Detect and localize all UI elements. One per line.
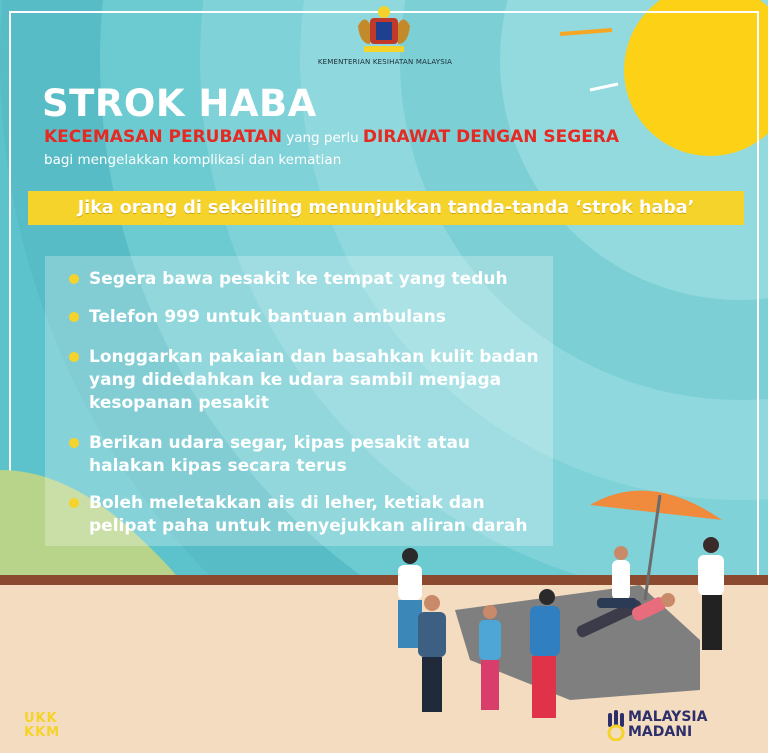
bullet-icon bbox=[69, 352, 79, 362]
subtitle bbox=[44, 126, 644, 171]
bullet-icon bbox=[69, 498, 79, 508]
subtitle-text: bagi mengelakkan komplikasi dan kematian bbox=[44, 152, 342, 168]
malaysia-madani-logo bbox=[628, 710, 707, 740]
subtitle-text: yang perlu bbox=[281, 130, 363, 146]
subtitle-emphasis: DIRAWAT DENGAN SEGERA bbox=[362, 127, 620, 147]
ukk-kkm-logo bbox=[24, 712, 60, 740]
bullet-icon bbox=[69, 274, 79, 284]
list-item-text: Longgarkan pakaian dan basahkan kulit badan yang didedahkan ke udara sambil menjaga kesopanan pesakit bbox=[89, 347, 539, 413]
logo-line: MALAYSIA bbox=[628, 709, 708, 725]
bullet-icon bbox=[69, 312, 79, 322]
bystander-figure bbox=[530, 589, 560, 718]
list-item-text: Segera bawa pesakit ke tempat yang teduh bbox=[89, 269, 508, 289]
bystander-figure bbox=[418, 595, 446, 712]
madani-hand-icon bbox=[606, 709, 626, 741]
horizon-bar bbox=[0, 575, 768, 585]
first-aid-panel bbox=[45, 256, 553, 546]
logo-line: MADANI bbox=[628, 724, 693, 740]
logo-line: UKK bbox=[24, 711, 58, 726]
subtitle-emphasis: KECEMASAN PERUBATAN bbox=[44, 127, 282, 147]
logo-line: KKM bbox=[24, 725, 61, 740]
ministry-name: KEMENTERIAN KESIHATAN MALAYSIA bbox=[317, 58, 453, 66]
coat-of-arms-icon bbox=[352, 4, 416, 56]
bystander-figure bbox=[479, 605, 501, 710]
list-item-text: Berikan udara segar, kipas pesakit atau halakan kipas secara terus bbox=[89, 433, 471, 476]
page-title: STROK HABA bbox=[42, 82, 317, 125]
list-item-text: Telefon 999 untuk bantuan ambulans bbox=[89, 307, 446, 327]
bullet-icon bbox=[69, 438, 79, 448]
warning-banner: Jika orang di sekeliling menunjukkan tanda-tanda ‘strok haba’ bbox=[28, 191, 744, 225]
list-item-text: Boleh meletakkan ais di leher, ketiak dan pelipat paha untuk menyejukkan aliran darah bbox=[89, 493, 528, 536]
